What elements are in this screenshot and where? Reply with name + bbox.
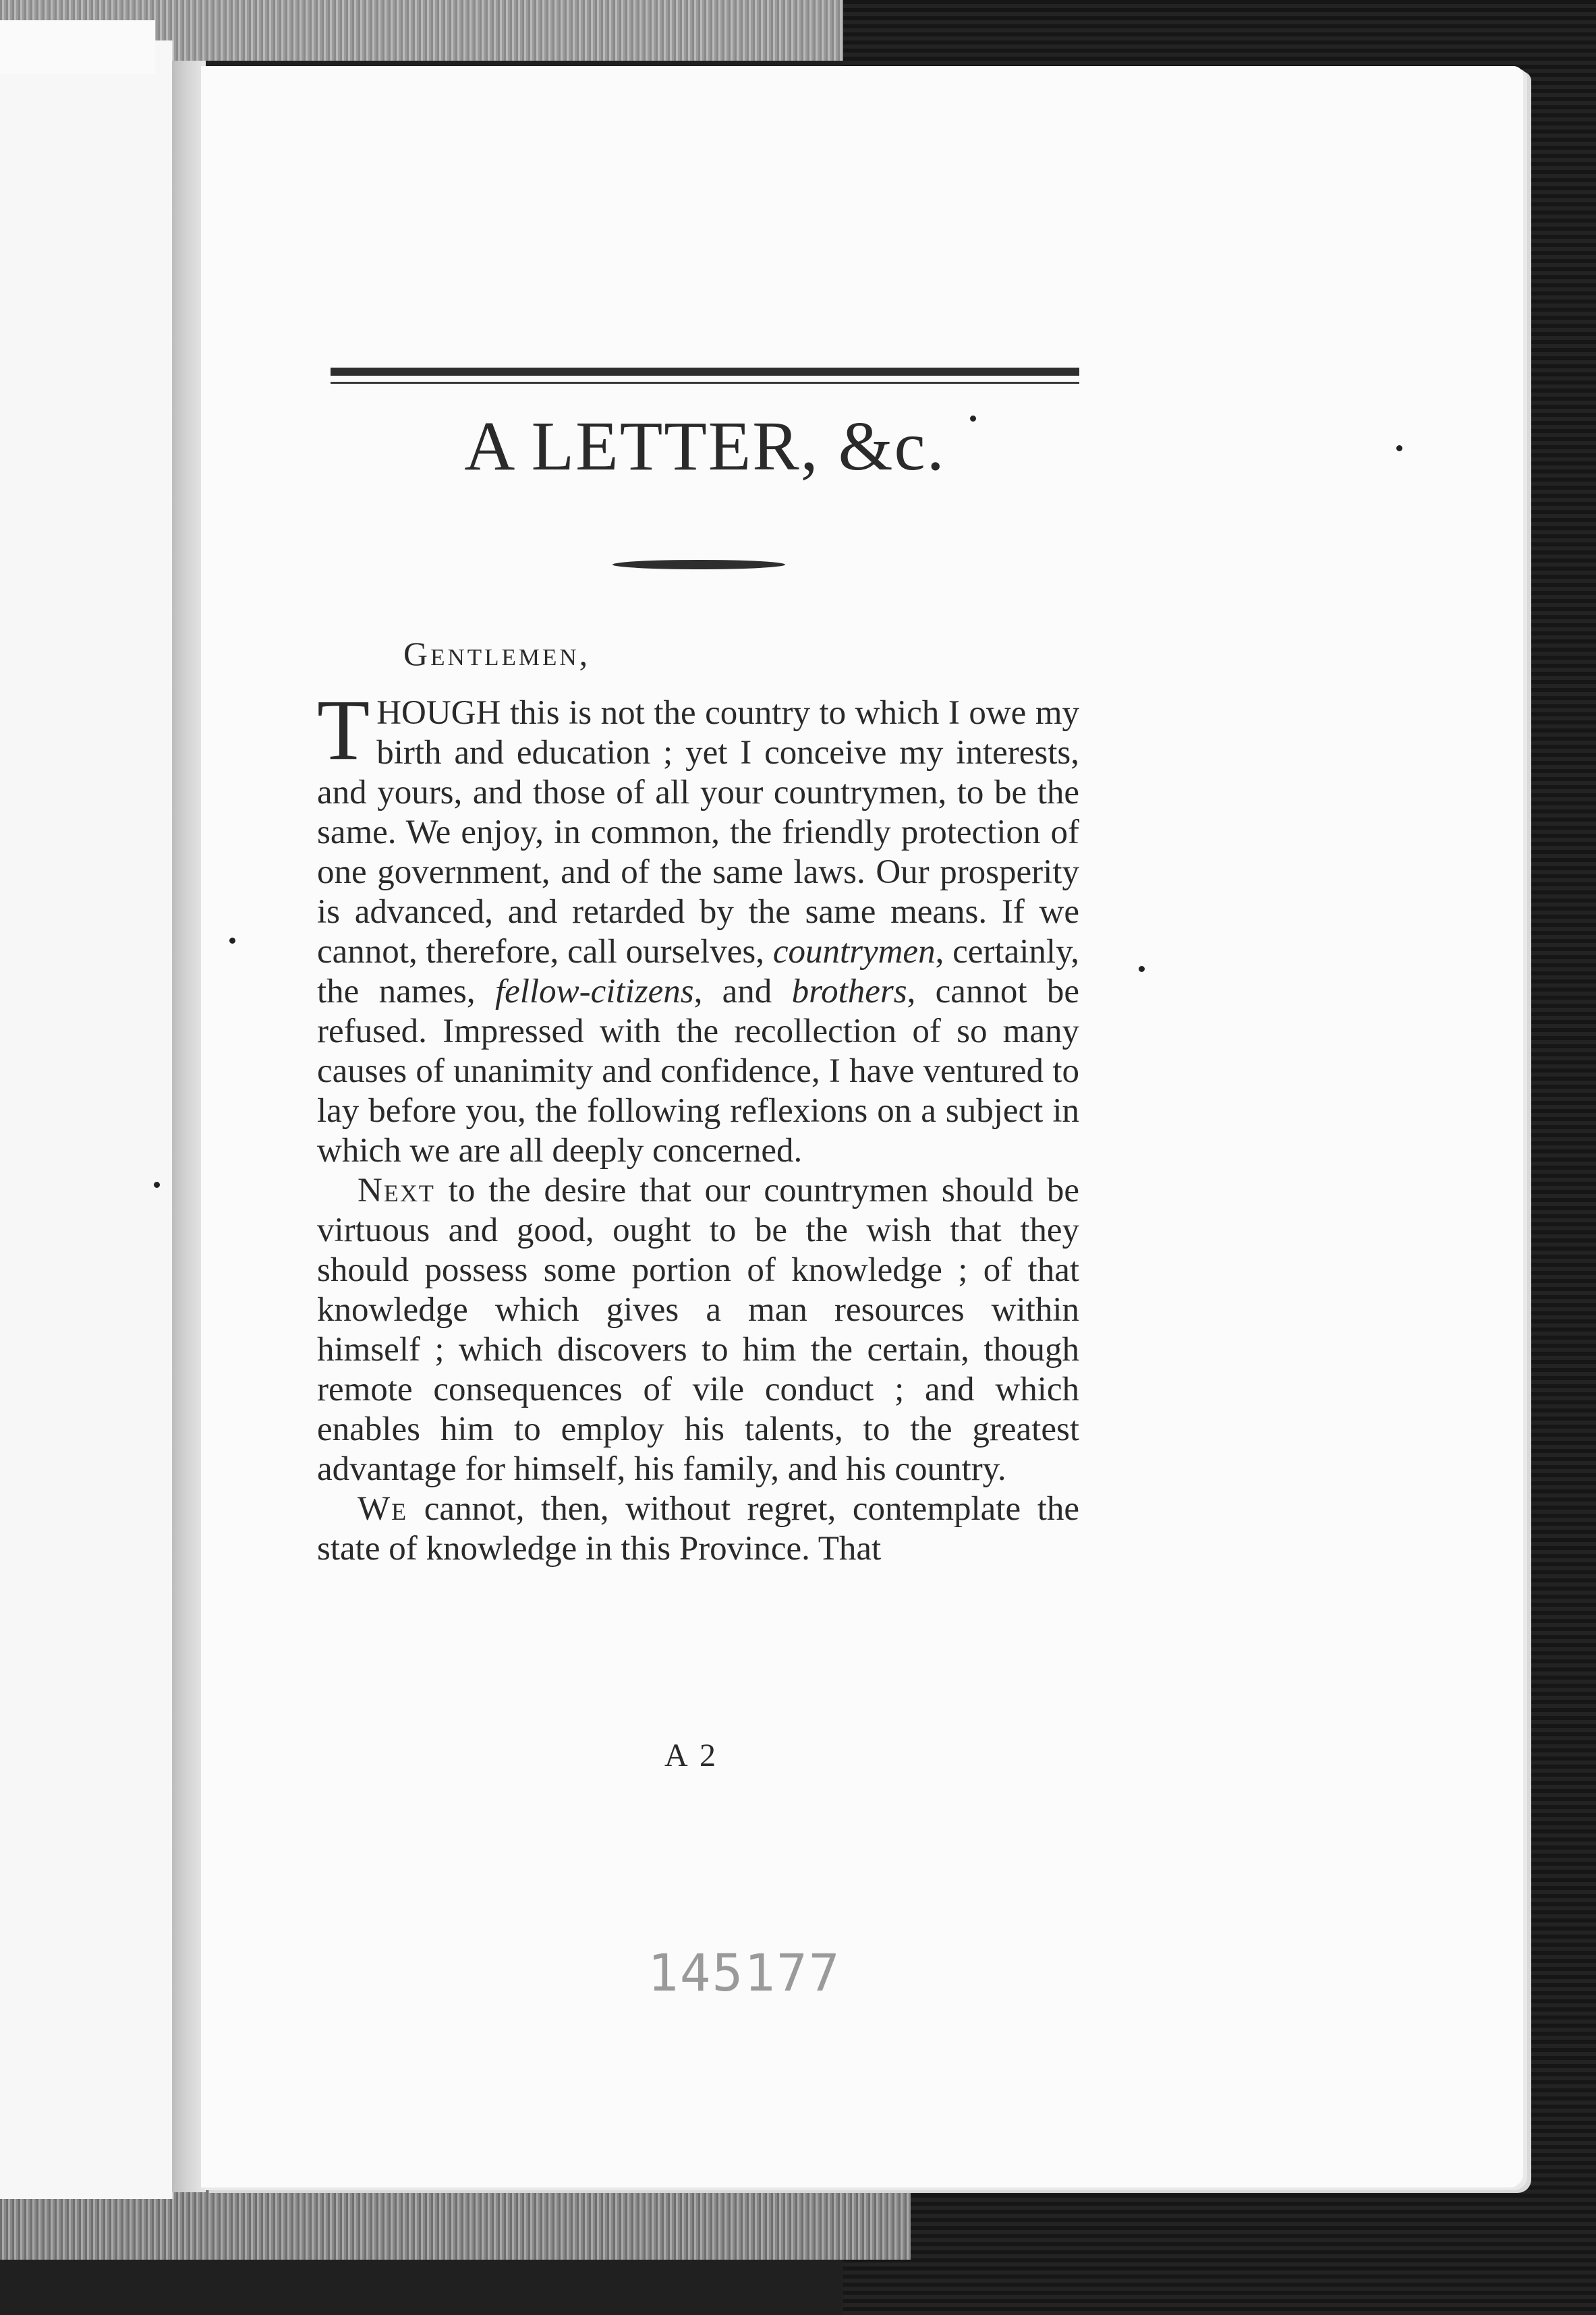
paragraph-2-text: to the desire that our countrymen should be virtuous and good, ought to be the wish that they should possess some portion of knowledge ; of that knowledge which gives a man resources within himself ; which discovers to him the certain, though remote consequences of vile conduct ; and which enables him to employ his talents, to the greatest advantage for himself, his family, and his country. [317, 1172, 1079, 1488]
paragraph-2 [317, 1171, 1079, 1489]
letter-body [317, 682, 1080, 1569]
left-page [0, 40, 173, 2199]
title-ornament-dash [612, 560, 785, 569]
paragraph-1-text: HOUGH this is not the country to which I owe my birth and education ; yet I conceive my interests, and yours, and those of all your countrymen, to be the same. We enjoy, in common, the friendly protection of one government, and of the same laws. Our prosperity is advanced, and retarded by the same means. If we cannot, therefore, call ourselves, [317, 694, 1079, 971]
paragraph-1-mid2: , and [693, 973, 772, 1010]
signature-mark: A 2 [664, 1738, 719, 1773]
italic-countrymen: countrymen [772, 933, 936, 971]
speck [154, 1182, 160, 1188]
paragraph-3 [317, 1489, 1079, 1569]
header-rule-thin [331, 382, 1079, 384]
page-title: A LETTER, &c. [464, 407, 946, 485]
speck [970, 416, 976, 422]
left-page-tab [0, 20, 155, 74]
italic-fellow-citizens: fellow-citizens [494, 973, 694, 1010]
library-stamp-number: 145177 [648, 1943, 841, 2003]
paragraph-1-mid1: , certainly, the names, [317, 933, 1080, 1010]
paragraph-1-end: , cannot be refused. Impressed with the recollection of so many causes of unanimity and confidence, I have ventured to lay before you, the following reflexions on a subject in which we are all deeply concerned. [317, 973, 1080, 1170]
salutation: Gentlemen, [403, 635, 591, 673]
paragraph-1 [317, 682, 1080, 1171]
paragraph-3-lead: We [358, 1490, 408, 1528]
header-rule [331, 368, 1079, 376]
paragraph-3-text: cannot, then, without regret, contemplate the state of knowledge in this Province. That [317, 1490, 1080, 1568]
drop-cap: T [317, 682, 370, 778]
paragraph-2-lead: Next [358, 1172, 435, 1209]
italic-brothers: brothers [791, 973, 907, 1010]
speck [1396, 445, 1402, 451]
speck [1139, 966, 1145, 972]
speck [229, 938, 235, 944]
